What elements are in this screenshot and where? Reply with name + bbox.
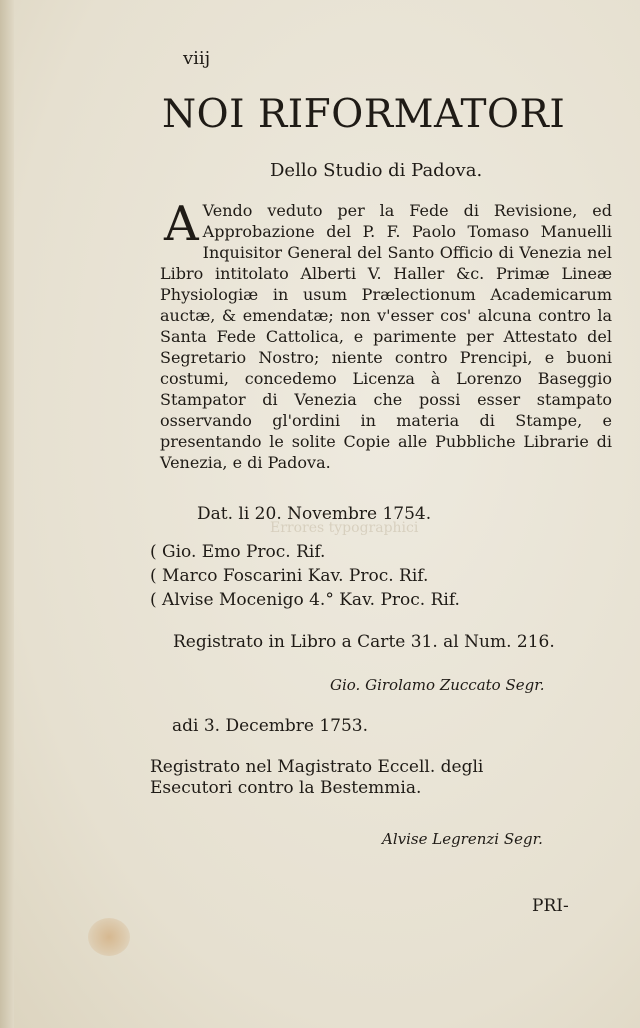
adi-date-line: adi 3. Decembre 1753. bbox=[172, 716, 369, 736]
page-gutter bbox=[0, 0, 14, 1028]
registration-line-2: Registrato nel Magistrato Eccell. degli Esecutori contro la Bestemmia. bbox=[150, 757, 484, 798]
show-through-text: Errores typographici bbox=[270, 520, 419, 536]
catchword: PRI- bbox=[532, 896, 569, 916]
license-paragraph bbox=[160, 196, 612, 473]
registration-line-1: Registrato in Libro a Carte 31. al Num. 216. bbox=[173, 632, 555, 652]
drop-cap: A bbox=[164, 196, 199, 252]
paper-stain bbox=[88, 918, 130, 956]
signatory-3: ( Alvise Mocenigo 4.° Kav. Proc. Rif. bbox=[150, 590, 460, 610]
license-text: Vendo veduto per la Fede di Revisione, ed Approbazione del P. F. Paolo Tomaso Manuelli Inquisitor General del Santo Officio di Venezia nel Libro intitolato Alberti V. Haller &c. Primæ Lineæ Physiologiæ in usum Prælectionum Academicarum auctæ, & emendatæ; non v'esser cos' alcuna contro la Santa Fede Cattolica, e parimente per Attestato del Segretario Nostro; niente contro Prencipi, e buoni costumi, concedemo Licenza à Lorenzo Baseggio Stampator di Venezia che possi esser stampato osservando gl'ordini in materia di Stampe, e presentando le solite Copie alle Pubbliche Librarie di Venezia, e di Padova. bbox=[160, 201, 612, 472]
page-number: viij bbox=[183, 48, 211, 69]
secretary-signature-1: Gio. Girolamo Zuccato Segr. bbox=[330, 676, 545, 694]
signatory-2: ( Marco Foscarini Kav. Proc. Rif. bbox=[150, 566, 429, 586]
secretary-signature-2: Alvise Legrenzi Segr. bbox=[382, 830, 543, 848]
page-subtitle: Dello Studio di Padova. bbox=[270, 160, 483, 181]
signatory-1: ( Gio. Emo Proc. Rif. bbox=[150, 542, 326, 562]
date-line: Dat. li 20. Novembre 1754. bbox=[197, 504, 432, 524]
page-title: NOI RIFORMATORI bbox=[162, 92, 566, 137]
